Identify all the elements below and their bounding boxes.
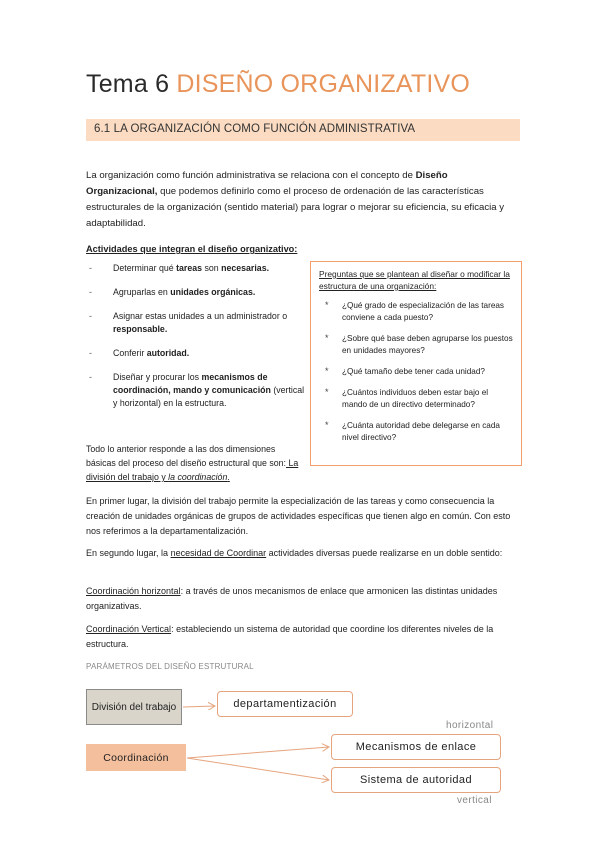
departamentalizacion-box: departamentización (217, 691, 353, 717)
vertical-paragraph: Coordinación Vertical: estableciendo un sistema de autoridad que coordine los diferentes niveles de la estructura. (86, 624, 494, 649)
list-item: - Diseñar y procurar los mecanismos de coordinación, mando y comunicación (vertical y horizontal) en la estructura. (89, 372, 305, 408)
list-item: - Asignar estas unidades a un administrador o responsable. (89, 311, 288, 334)
list-item: * ¿Qué grado de especialización de las tareas conviene a cada puesto? (325, 300, 505, 322)
activities-list (86, 262, 306, 421)
division-arrow (183, 706, 215, 707)
asterisk-icon: * (325, 387, 329, 397)
asterisk-icon: * (325, 366, 329, 376)
list-item: * ¿Cuántos individuos deben estar bajo el mando de un directivo determinado? (325, 387, 489, 409)
questions-list (319, 300, 513, 444)
horizontal-label: horizontal (446, 720, 494, 731)
vertical-label: vertical (457, 795, 492, 806)
list-item: * ¿Sobre qué base deben agruparse los puestos en unidades mayores? (325, 333, 513, 355)
asterisk-icon: * (325, 420, 329, 430)
title-name: DISEÑO ORGANIZATIVO (176, 70, 470, 98)
diagram-heading: PARÁMETROS DEL DISEÑO ESTRUTURAL (86, 662, 254, 671)
list-item: - Conferir autoridad. (89, 348, 190, 358)
horizontal-paragraph: Coordinación horizontal: a través de unos mecanismos de enlace que armonicen las distintas unidades organizativas. (86, 586, 498, 611)
sistema-box: Sistema de autoridad (331, 767, 501, 793)
asterisk-icon: * (325, 300, 329, 310)
questions-box (310, 261, 522, 466)
list-item: * ¿Qué tamaño debe tener cada unidad? (325, 366, 485, 376)
page-title (86, 70, 470, 99)
section-heading: 6.1 LA ORGANIZACIÓN COMO FUNCIÓN ADMINISTRATIVA (94, 123, 416, 135)
section-heading-bar (86, 119, 520, 141)
asterisk-icon: * (325, 333, 329, 343)
title-number: Tema 6 (86, 70, 170, 98)
list-item: * ¿Cuánta autoridad debe delegarse en cada nivel directivo? (325, 420, 500, 442)
intro-paragraph: La organización como función administrativa se relaciona con el concepto de Diseño Organizacional, que podemos definirlo como el proceso de ordenación de las características estructurales de la organización (sentido material) para lograr o mejorar su eficiencia, su eficacia y adaptabilidad. (86, 170, 505, 229)
intro-bold-term: Diseño Organizacional, (86, 170, 448, 197)
activities-title: Actividades que integran el diseño organizativo: (86, 244, 298, 254)
list-item: - Agruparlas en unidades orgánicas. (89, 287, 256, 297)
coordinacion-box: Coordinación (86, 744, 186, 771)
coordination-paragraph: En segundo lugar, la necesidad de Coordinar actividades diversas puede realizarse en un doble sentido: (86, 548, 503, 558)
vertical-arrow (187, 758, 329, 780)
dimensions-paragraph: Todo lo anterior responde a las dos dimensiones básicas del proceso del diseño estructural que son: La división del trabajo y la coordinación. (86, 444, 299, 482)
horizontal-arrow (187, 747, 329, 758)
division-paragraph: En primer lugar, la división del trabajo permite la especialización de las tareas y como consecuencia la creación de unidades orgánicas de grupos de actividades específicas que tienen algo en común. Con esto nos referimos a la departamentalización. (86, 496, 511, 536)
list-item: - Determinar qué tareas son necesarias. (89, 263, 270, 273)
division-box: División del trabajo (86, 689, 182, 725)
mecanismos-box: Mecanismos de enlace (331, 734, 501, 760)
questions-title: Preguntas que se plantean al diseñar o modificar la estructura de una organización: (319, 269, 510, 291)
